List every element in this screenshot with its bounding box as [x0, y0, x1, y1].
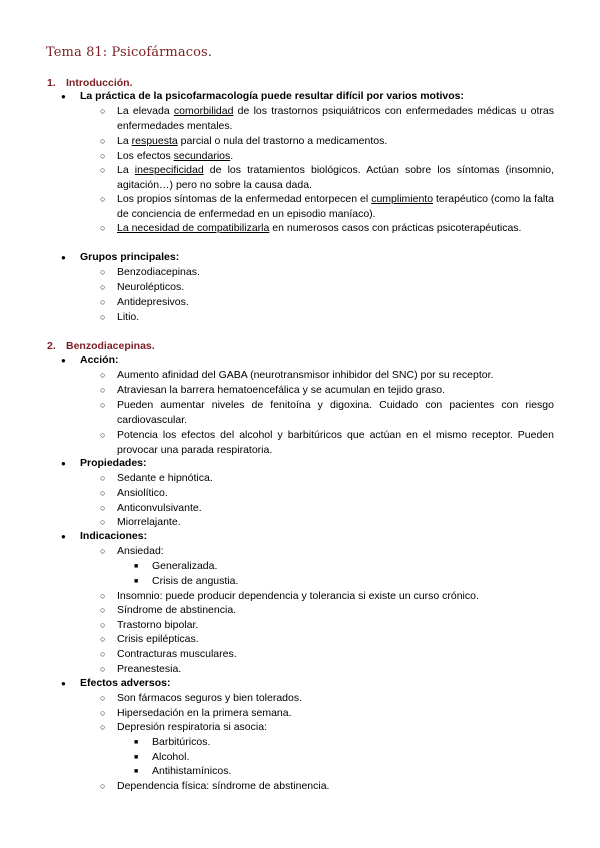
- circle-bullet-icon: ○: [100, 488, 106, 498]
- intro-lead-text: La práctica de la psicofarmacología puede resultar difícil por varios motivos:: [80, 90, 464, 102]
- accion-heading: [61, 354, 119, 366]
- list-item: [100, 544, 554, 559]
- text: Alcohol.: [152, 751, 190, 763]
- list-item: [100, 618, 554, 633]
- circle-bullet-icon: ○: [100, 267, 106, 277]
- circle-bullet-icon: ○: [100, 370, 106, 380]
- text: Crisis de angustia.: [152, 575, 239, 587]
- circle-bullet-icon: ○: [100, 634, 106, 644]
- heading-text: Propiedades:: [80, 457, 147, 469]
- text: Litio.: [117, 311, 140, 323]
- list-item: [100, 192, 554, 222]
- list-item: [100, 691, 554, 706]
- list-item: [100, 662, 554, 677]
- text: Los propios síntomas de la enfermedad entorpecen el: [117, 193, 372, 205]
- underlined-text: inespecificidad: [134, 164, 204, 176]
- list-item: [100, 720, 554, 735]
- circle-bullet-icon: ○: [100, 194, 106, 204]
- list-item: [100, 486, 554, 501]
- circle-bullet-icon: ○: [100, 722, 106, 732]
- text: .: [230, 150, 234, 162]
- list-item: [100, 603, 554, 618]
- circle-bullet-icon: ○: [100, 312, 106, 322]
- heading-text: Acción:: [80, 354, 119, 366]
- groups-heading: [61, 251, 180, 263]
- list-item: [100, 515, 554, 530]
- text: La: [117, 135, 132, 147]
- text: Trastorno bipolar.: [117, 619, 199, 631]
- text: Pueden aumentar niveles de fenitoína y digoxina. Cuidado con pacientes con riesgo cardiovascular.: [117, 399, 554, 426]
- text: Potencia los efectos del alcohol y barbitúricos que actúan en el mismo receptor. Pueden provocar una parada respiratoria.: [117, 429, 554, 456]
- circle-bullet-icon: ○: [100, 165, 106, 175]
- text: Aumento afinidad del GABA (neurotransmisor inhibidor del SNC) por su receptor.: [117, 369, 494, 381]
- text: Benzodiacepinas.: [117, 266, 200, 278]
- text: de los trastornos psiquiátricos con enfermedades médicas u otras enfermedades mentales.: [117, 105, 554, 132]
- circle-bullet-icon: ○: [100, 136, 106, 146]
- sub-list-item: [134, 559, 218, 574]
- text: Dependencia física: síndrome de abstinencia.: [117, 780, 330, 792]
- list-item: [100, 280, 554, 295]
- circle-bullet-icon: ○: [100, 664, 106, 674]
- heading-text: Grupos principales:: [80, 251, 180, 263]
- square-bullet-icon: ■: [134, 578, 139, 585]
- propiedades-heading: [61, 457, 147, 469]
- text: Neurolépticos.: [117, 281, 185, 293]
- sub-list-item: [134, 750, 190, 765]
- underlined-text: La necesidad de compatibilizarla: [117, 222, 270, 234]
- text: Hipersedación en la primera semana.: [117, 707, 292, 719]
- text: Insomnio: puede producir dependencia y tolerancia si existe un curso crónico.: [117, 590, 479, 602]
- circle-bullet-icon: ○: [100, 708, 106, 718]
- page-title: Tema 81: Psicofármacos.: [46, 45, 213, 60]
- heading-text: Indicaciones:: [80, 530, 148, 542]
- list-item: [100, 501, 554, 516]
- text: Son fármacos seguros y bien tolerados.: [117, 692, 303, 704]
- bullet-icon: ●: [61, 679, 66, 688]
- list-item: [100, 310, 554, 325]
- text: parcial o nula del trastorno a medicamentos.: [177, 135, 388, 147]
- circle-bullet-icon: ○: [100, 106, 106, 116]
- section-number: 1.: [47, 77, 56, 89]
- circle-bullet-icon: ○: [100, 649, 106, 659]
- text: La elevada: [117, 105, 174, 117]
- square-bullet-icon: ■: [134, 563, 139, 570]
- bullet-icon: ●: [61, 92, 66, 101]
- list-item: [100, 295, 554, 310]
- intro-lead: [61, 90, 464, 102]
- list-item: [100, 104, 554, 134]
- text: Miorrelajante.: [117, 516, 181, 528]
- list-item: [100, 779, 554, 794]
- square-bullet-icon: ■: [134, 768, 139, 775]
- text: Sedante e hipnótica.: [117, 472, 213, 484]
- circle-bullet-icon: ○: [100, 297, 106, 307]
- circle-bullet-icon: ○: [100, 546, 106, 556]
- list-item: [100, 647, 554, 662]
- list-item: [100, 398, 554, 428]
- circle-bullet-icon: ○: [100, 282, 106, 292]
- list-item: [100, 163, 554, 193]
- text: Antihistamínicos.: [152, 765, 232, 777]
- indicaciones-heading: [61, 530, 148, 542]
- text: Ansiedad:: [117, 545, 164, 557]
- section-heading-benzo: [47, 340, 155, 352]
- circle-bullet-icon: ○: [100, 503, 106, 513]
- section-title: Introducción.: [66, 77, 133, 89]
- underlined-text: respuesta: [131, 135, 178, 147]
- sub-list-item: [134, 764, 232, 779]
- section-heading-intro: [47, 77, 133, 89]
- section-number: 2.: [47, 340, 56, 352]
- sub-list-item: [134, 574, 239, 589]
- list-item: [100, 265, 554, 280]
- list-item: [100, 632, 554, 647]
- circle-bullet-icon: ○: [100, 605, 106, 615]
- text: Generalizada.: [152, 560, 218, 572]
- text: Crisis epilépticas.: [117, 633, 199, 645]
- text: Síndrome de abstinencia.: [117, 604, 237, 616]
- list-item: [100, 471, 554, 486]
- circle-bullet-icon: ○: [100, 693, 106, 703]
- text: Anticonvulsivante.: [117, 502, 202, 514]
- text: Atraviesan la barrera hematoencefálica y se acumulan en tejido graso.: [117, 384, 446, 396]
- efectos-heading: [61, 677, 171, 689]
- text: Depresión respiratoria si asocia:: [117, 721, 267, 733]
- circle-bullet-icon: ○: [100, 430, 106, 440]
- circle-bullet-icon: ○: [100, 591, 106, 601]
- circle-bullet-icon: ○: [100, 781, 106, 791]
- text: en numerosos casos con prácticas psicoterapéuticas.: [269, 222, 522, 234]
- circle-bullet-icon: ○: [100, 385, 106, 395]
- underlined-text: cumplimiento: [371, 193, 434, 205]
- underlined-text: comorbilidad: [173, 105, 234, 117]
- square-bullet-icon: ■: [134, 754, 139, 761]
- circle-bullet-icon: ○: [100, 517, 106, 527]
- bullet-icon: ●: [61, 253, 66, 262]
- list-item: [100, 706, 554, 721]
- list-item: [100, 368, 554, 383]
- text: de los tratamientos biológicos. Actúan sobre los síntomas (insomnio, agitación…) pero no sobre la causa dada.: [117, 164, 554, 191]
- text: Antidepresivos.: [117, 296, 189, 308]
- circle-bullet-icon: ○: [100, 400, 106, 410]
- sub-list-item: [134, 735, 211, 750]
- heading-text: Efectos adversos:: [80, 677, 171, 689]
- text: Ansiolítico.: [117, 487, 168, 499]
- list-item: [100, 428, 554, 458]
- list-item: [100, 383, 554, 398]
- text: Preanestesia.: [117, 663, 182, 675]
- circle-bullet-icon: ○: [100, 151, 106, 161]
- text: La: [117, 164, 135, 176]
- circle-bullet-icon: ○: [100, 473, 106, 483]
- bullet-icon: ●: [61, 356, 66, 365]
- circle-bullet-icon: ○: [100, 620, 106, 630]
- list-item: [100, 589, 554, 604]
- text: Los efectos: [117, 150, 174, 162]
- square-bullet-icon: ■: [134, 739, 139, 746]
- bullet-icon: ●: [61, 459, 66, 468]
- text: Contracturas musculares.: [117, 648, 237, 660]
- list-item: [100, 134, 554, 149]
- text: Barbitúricos.: [152, 736, 211, 748]
- underlined-text: secundarios: [173, 150, 231, 162]
- text: terapéutico (como la falta de conciencia de enfermedad en un episodio maníaco).: [117, 193, 554, 220]
- list-item: [100, 221, 554, 236]
- section-title: Benzodiacepinas.: [66, 340, 155, 352]
- bullet-icon: ●: [61, 532, 66, 541]
- list-item: [100, 149, 554, 164]
- circle-bullet-icon: ○: [100, 223, 106, 233]
